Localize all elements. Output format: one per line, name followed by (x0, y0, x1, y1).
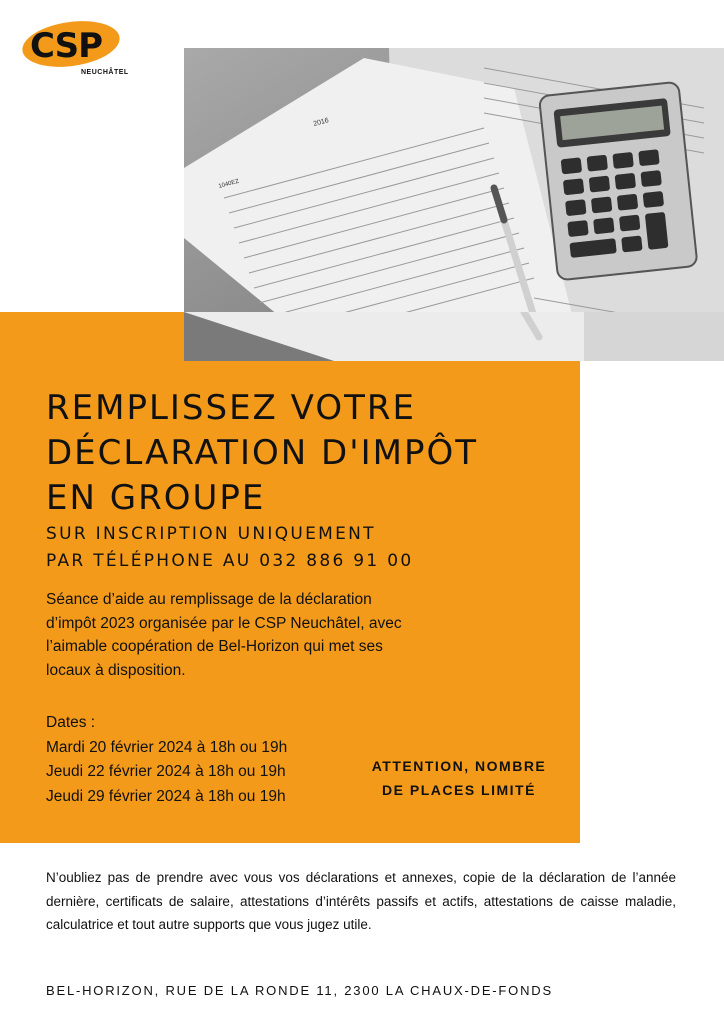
title-line: REMPLISSEZ VOTRE (46, 388, 416, 428)
limited-places-notice (348, 754, 570, 802)
description-line: locaux à disposition. (46, 661, 186, 679)
title-line: EN GROUPE (46, 478, 266, 518)
subtitle-phone-line: PAR TÉLÉPHONE AU 032 886 91 00 (46, 551, 414, 571)
page-title (46, 386, 566, 521)
form-year: 2016 (312, 117, 330, 128)
venue-address: BEL-HORIZON, RUE DE LA RONDE 11, 2300 LA CHAUX-DE-FONDS (46, 983, 553, 998)
description-line: l’aimable coopération de Bel-Horizon qui met ses (46, 638, 383, 655)
dates-label: Dates : (46, 714, 96, 731)
title-line: DÉCLARATION D'IMPÔT (46, 433, 478, 473)
attention-line: DE PLACES LIMITÉ (382, 782, 536, 798)
attention-line: ATTENTION, NOMBRE (371, 758, 547, 774)
date-item: Jeudi 22 février 2024 à 18h ou 19h (46, 763, 286, 780)
dates-list (46, 711, 356, 809)
description-line: Séance d’aide au remplissage de la déclaration (46, 591, 372, 608)
form-number: 1040EZ (217, 178, 240, 190)
registration-info (46, 521, 566, 575)
description (46, 588, 466, 682)
date-item: Mardi 20 février 2024 à 18h ou 19h (46, 738, 288, 756)
subtitle-line: SUR INSCRIPTION UNIQUEMENT (46, 524, 376, 544)
documents-reminder: N’oubliez pas de prendre avec vous vos déclarations et annexes, copie de la déclaration de l’année dernière, certificats de salaire, attestations d’intérêts passifs et actifs, attestations de caisse maladie, calculatrice et tout autre supports que vous jugez utile. (46, 870, 676, 932)
photo-overlap-illustration (184, 312, 724, 361)
logo-text: CSP (30, 26, 102, 66)
logo-subtext: NEUCHÂTEL (81, 69, 129, 76)
date-item: Jeudi 29 février 2024 à 18h ou 19h (46, 787, 286, 805)
csp-logo (22, 20, 129, 80)
description-line: d’impôt 2023 organisée par le CSP Neuchâtel, avec (46, 614, 402, 632)
photo-overlap (184, 312, 724, 361)
